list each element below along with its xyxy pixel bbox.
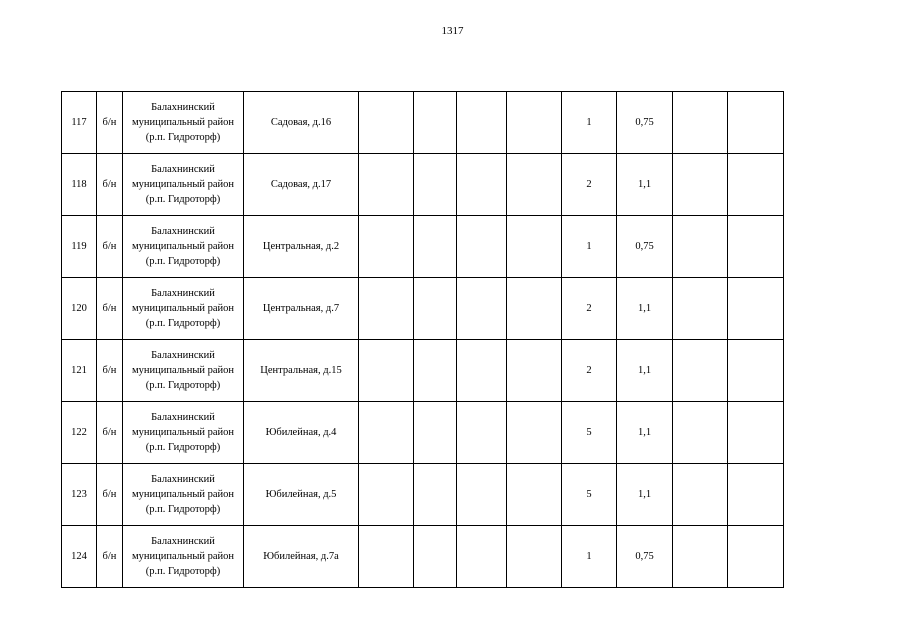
district-line: муниципальный район <box>131 489 235 500</box>
district-line: муниципальный район <box>131 117 235 128</box>
empty-cell <box>414 92 457 154</box>
district-line: муниципальный район <box>131 427 235 438</box>
district-cell <box>123 278 244 340</box>
empty-cell <box>414 216 457 278</box>
empty-cell <box>359 340 414 402</box>
table-row <box>62 154 784 216</box>
empty-cell <box>728 464 784 526</box>
district-line: (р.п. Гидроторф) <box>145 442 221 453</box>
empty-cell <box>728 402 784 464</box>
volume-cell: 1,1 <box>617 402 673 464</box>
row-number-cell: 118 <box>62 154 97 216</box>
row-number-cell: 123 <box>62 464 97 526</box>
empty-cell <box>728 278 784 340</box>
empty-cell <box>359 216 414 278</box>
volume-cell: 1,1 <box>617 340 673 402</box>
empty-cell <box>457 464 507 526</box>
reference-cell: б/н <box>97 464 123 526</box>
table-row <box>62 526 784 588</box>
empty-cell <box>507 278 562 340</box>
district-line: муниципальный район <box>131 179 235 190</box>
reference-cell: б/н <box>97 340 123 402</box>
empty-cell <box>507 92 562 154</box>
empty-cell <box>457 340 507 402</box>
district-cell <box>123 216 244 278</box>
empty-cell <box>728 526 784 588</box>
empty-cell <box>673 154 728 216</box>
district-line: муниципальный район <box>131 551 235 562</box>
empty-cell <box>673 92 728 154</box>
district-line: (р.п. Гидроторф) <box>145 380 221 391</box>
empty-cell <box>414 402 457 464</box>
empty-cell <box>507 402 562 464</box>
address-cell: Садовая, д.17 <box>244 154 359 216</box>
row-number-cell: 122 <box>62 402 97 464</box>
district-line: (р.п. Гидроторф) <box>145 318 221 329</box>
quantity-cell: 2 <box>562 278 617 340</box>
reference-cell: б/н <box>97 216 123 278</box>
empty-cell <box>728 216 784 278</box>
empty-cell <box>507 464 562 526</box>
district-line: муниципальный район <box>131 241 235 252</box>
empty-cell <box>507 216 562 278</box>
empty-cell <box>673 278 728 340</box>
district-cell <box>123 402 244 464</box>
volume-cell: 0,75 <box>617 526 673 588</box>
quantity-cell: 1 <box>562 526 617 588</box>
district-line: муниципальный район <box>131 365 235 376</box>
empty-cell <box>673 340 728 402</box>
table-row <box>62 216 784 278</box>
row-number-cell: 121 <box>62 340 97 402</box>
district-line: (р.п. Гидроторф) <box>145 194 221 205</box>
empty-cell <box>359 464 414 526</box>
volume-cell: 0,75 <box>617 92 673 154</box>
address-cell: Садовая, д.16 <box>244 92 359 154</box>
empty-cell <box>414 278 457 340</box>
row-number-cell: 120 <box>62 278 97 340</box>
empty-cell <box>673 526 728 588</box>
district-line: (р.п. Гидроторф) <box>145 256 221 267</box>
address-cell: Юбилейная, д.5 <box>244 464 359 526</box>
empty-cell <box>457 154 507 216</box>
quantity-cell: 5 <box>562 464 617 526</box>
row-number-cell: 117 <box>62 92 97 154</box>
district-line: Балахнинский <box>151 412 215 423</box>
empty-cell <box>457 216 507 278</box>
address-cell: Юбилейная, д.4 <box>244 402 359 464</box>
volume-cell: 1,1 <box>617 154 673 216</box>
empty-cell <box>414 340 457 402</box>
district-cell <box>123 154 244 216</box>
empty-cell <box>673 464 728 526</box>
empty-cell <box>457 278 507 340</box>
page-number: 1317 <box>441 25 464 37</box>
empty-cell <box>457 526 507 588</box>
empty-cell <box>359 278 414 340</box>
address-cell: Центральная, д.7 <box>244 278 359 340</box>
registry-table <box>61 91 784 588</box>
reference-cell: б/н <box>97 278 123 340</box>
row-number-cell: 124 <box>62 526 97 588</box>
empty-cell <box>728 340 784 402</box>
table-row <box>62 278 784 340</box>
table-row <box>62 340 784 402</box>
table-row <box>62 92 784 154</box>
quantity-cell: 1 <box>562 216 617 278</box>
empty-cell <box>359 154 414 216</box>
district-line: Балахнинский <box>151 102 215 113</box>
quantity-cell: 1 <box>562 92 617 154</box>
reference-cell: б/н <box>97 402 123 464</box>
volume-cell: 1,1 <box>617 464 673 526</box>
empty-cell <box>673 216 728 278</box>
empty-cell <box>359 526 414 588</box>
district-line: Балахнинский <box>151 350 215 361</box>
district-line: Балахнинский <box>151 164 215 175</box>
address-cell: Центральная, д.2 <box>244 216 359 278</box>
empty-cell <box>414 464 457 526</box>
empty-cell <box>507 154 562 216</box>
empty-cell <box>414 154 457 216</box>
registry-table-body <box>62 92 784 588</box>
empty-cell <box>507 340 562 402</box>
table-row <box>62 402 784 464</box>
district-cell <box>123 92 244 154</box>
empty-cell <box>359 402 414 464</box>
district-line: Балахнинский <box>151 536 215 547</box>
district-line: Балахнинский <box>151 226 215 237</box>
district-line: (р.п. Гидроторф) <box>145 566 221 577</box>
district-line: Балахнинский <box>151 288 215 299</box>
district-line: (р.п. Гидроторф) <box>145 504 221 515</box>
empty-cell <box>457 402 507 464</box>
reference-cell: б/н <box>97 92 123 154</box>
quantity-cell: 5 <box>562 402 617 464</box>
quantity-cell: 2 <box>562 340 617 402</box>
volume-cell: 1,1 <box>617 278 673 340</box>
volume-cell: 0,75 <box>617 216 673 278</box>
district-line: муниципальный район <box>131 303 235 314</box>
district-cell <box>123 340 244 402</box>
table-row <box>62 464 784 526</box>
district-line: Балахнинский <box>151 474 215 485</box>
row-number-cell: 119 <box>62 216 97 278</box>
quantity-cell: 2 <box>562 154 617 216</box>
empty-cell <box>673 402 728 464</box>
reference-cell: б/н <box>97 154 123 216</box>
empty-cell <box>359 92 414 154</box>
reference-cell: б/н <box>97 526 123 588</box>
empty-cell <box>728 154 784 216</box>
district-line: (р.п. Гидроторф) <box>145 132 221 143</box>
address-cell: Центральная, д.15 <box>244 340 359 402</box>
district-cell <box>123 526 244 588</box>
district-cell <box>123 464 244 526</box>
empty-cell <box>507 526 562 588</box>
empty-cell <box>414 526 457 588</box>
address-cell: Юбилейная, д.7а <box>244 526 359 588</box>
empty-cell <box>457 92 507 154</box>
empty-cell <box>728 92 784 154</box>
